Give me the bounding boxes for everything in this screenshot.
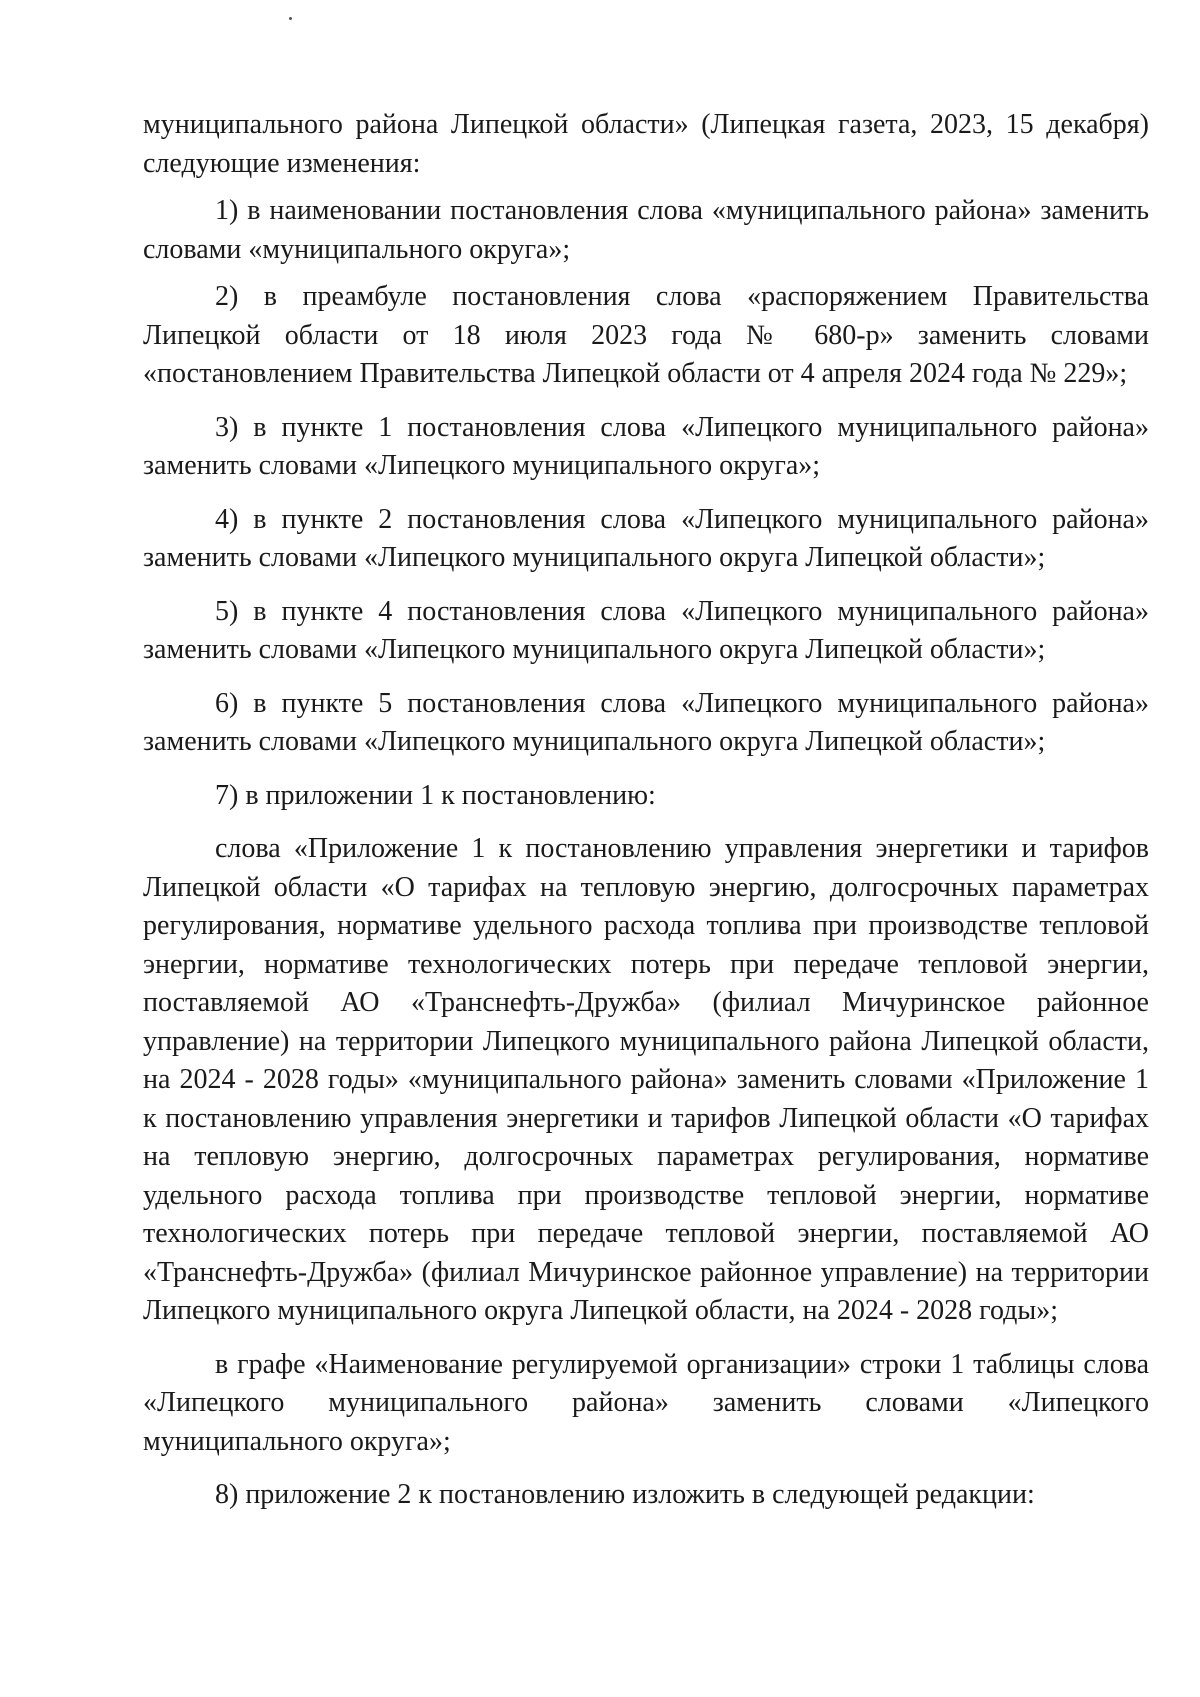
paragraph-item-7: 7) в приложении 1 к постановлению:	[215, 779, 656, 811]
paragraph-appendix-1-words: слова «Приложение 1 к постановлению управления энергетики и тарифов Липецкой области «О тарифах на тепловую энергию, долгосрочных параметрах регулирования, нормативе удельного расхода топлива при производстве тепловой энергии, нормативе технологических потерь при передаче тепловой энергии, поставляемой АО «Транснефть-Дружба» (филиал Мичуринское районное управление) на территории Липецкого муниципального района Липецкой области, на 2024 - 2028 годы» «муниципального района» заменить словами «Приложение 1 к постановлению управления энергетики и тарифов Липецкой области «О тарифах на тепловую энергию, долгосрочных параметрах регулирования, нормативе удельного расхода топлива при производстве тепловой энергии, нормативе технологических потерь при передаче тепловой энергии, поставляемой АО «Транснефть-Дружба» (филиал Мичуринское районное управление) на территории Липецкого муниципального округа Липецкой области, на 2024 - 2028 годы»;	[143, 833, 1149, 1326]
document-body	[143, 106, 1149, 1515]
paragraph-item-8: 8) приложение 2 к постановлению изложить в следующей редакции:	[215, 1479, 1035, 1510]
paragraph-item-2: 2) в преамбуле постановления слова «распоряжением Правительства Липецкой области от 18 июля 2023 года № 680-р» заменить словами «постановлением Правительства Липецкой области от 4 апреля 2024 года № 229»;	[143, 281, 1149, 389]
paragraph-item-4: 4) в пункте 2 постановления слова «Липецкого муниципального района» заменить словами «Липецкого муниципального округа Липецкой области»;	[143, 503, 1149, 573]
paragraph-item-5: 5) в пункте 4 постановления слова «Липецкого муниципального района» заменить словами «Липецкого муниципального округа Липецкой области»;	[143, 595, 1149, 665]
scan-speck	[289, 17, 292, 20]
paragraph-table-column: в графе «Наименование регулируемой организации» строки 1 таблицы слова «Липецкого муниципального района» заменить словами «Липецкого муниципального округа»;	[143, 1348, 1149, 1457]
paragraph-item-3: 3) в пункте 1 постановления слова «Липецкого муниципального района» заменить словами «Липецкого муниципального округа»;	[143, 411, 1149, 481]
paragraph-intro: муниципального района Липецкой области» (Липецкая газета, 2023, 15 декабря) следующие изменения:	[143, 109, 1149, 179]
paragraph-item-6: 6) в пункте 5 постановления слова «Липецкого муниципального района» заменить словами «Липецкого муниципального округа Липецкой области»;	[143, 687, 1149, 757]
paragraph-item-1: 1) в наименовании постановления слова «муниципального района» заменить словами «муниципального округа»;	[143, 195, 1149, 265]
